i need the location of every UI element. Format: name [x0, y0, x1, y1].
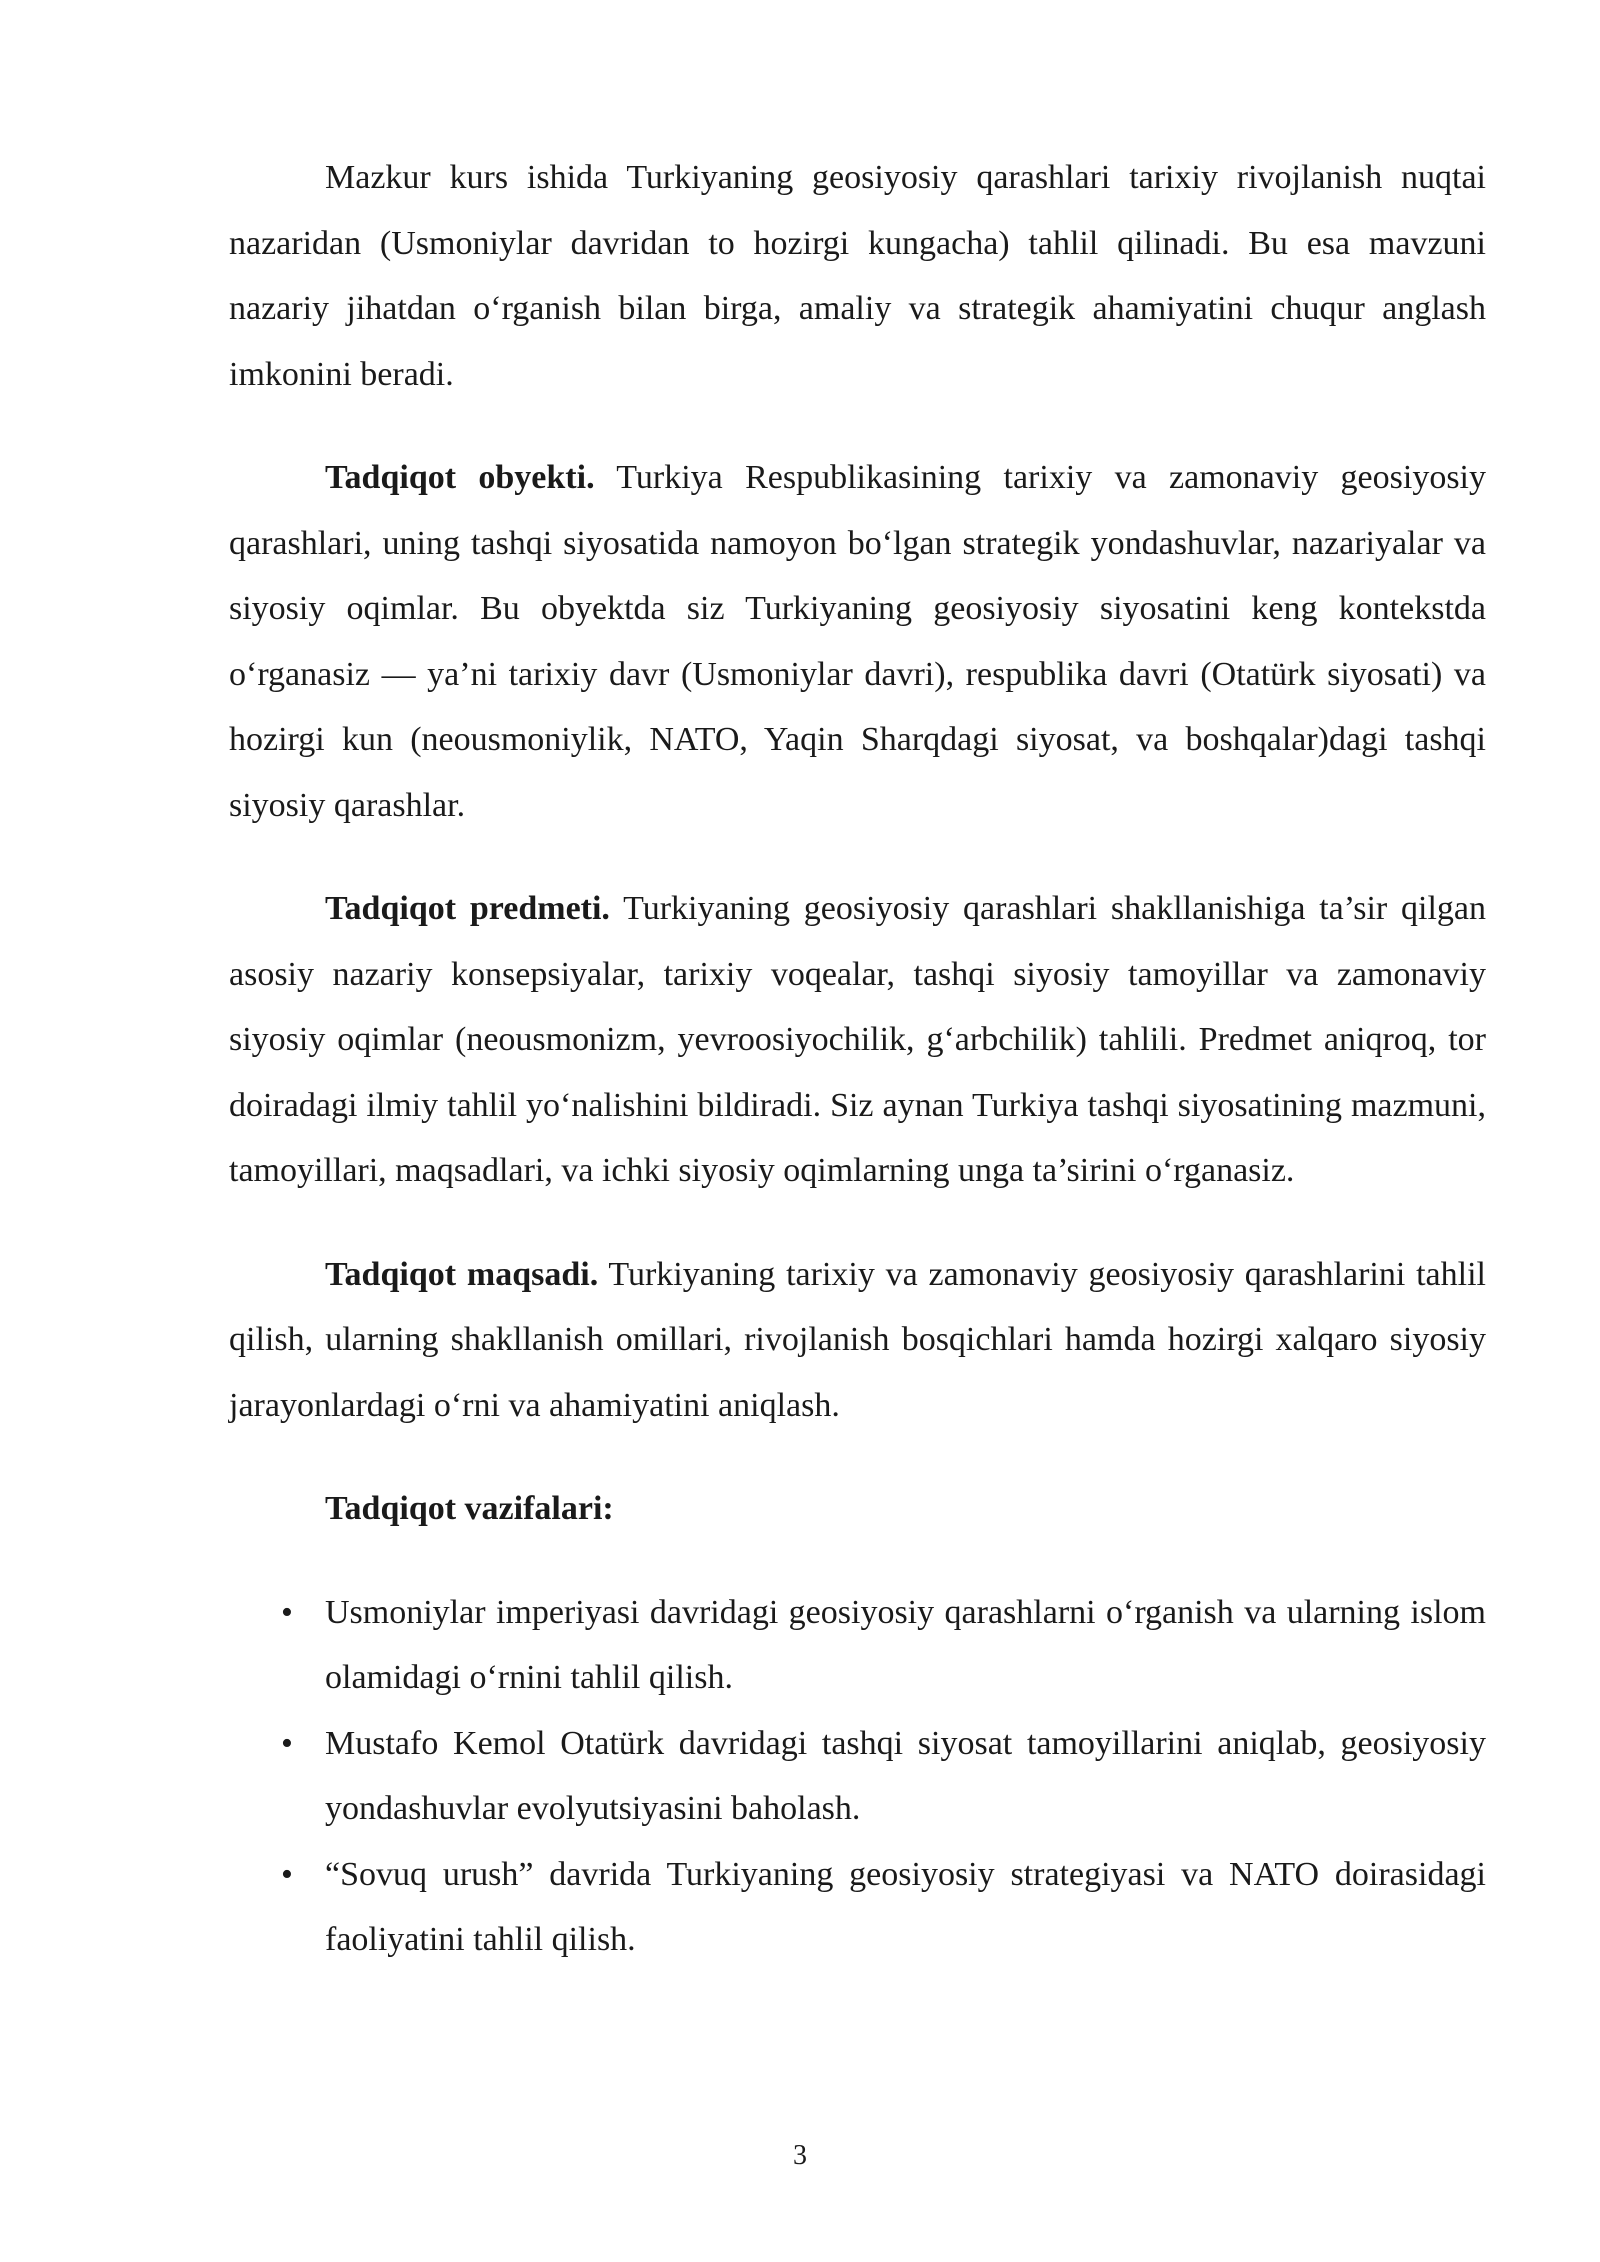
research-subject-paragraph [229, 876, 1486, 1204]
research-object-title: Tadqiqot obyekti. [325, 459, 595, 496]
bullet-icon: • [281, 1724, 293, 1762]
page-number: 3 [793, 2140, 807, 2171]
list-item-text: Mustafo Kemol Otatürk davridagi tashqi siyosat tamoyillarini aniqlab, geosiyosiy yondashuvlar evolyutsiyasini baholash. [325, 1724, 1486, 1827]
research-goal-title: Tadqiqot maqsadi. [325, 1255, 599, 1293]
list-item-text: Usmoniylar imperiyasi davridagi geosiyosiy qarashlarni o‘rganish va ularning islom olamidagi o‘rnini tahlil qilish. [325, 1593, 1486, 1696]
research-subject-title: Tadqiqot predmeti. [325, 890, 610, 927]
intro-text: Mazkur kurs ishida Turkiyaning geosiyosiy qarashlari tarixiy rivojlanish nuqtai nazaridan (Usmoniylar davridan to hozirgi kungacha) tahlil qilinadi. Bu esa mavzuni nazariy jihatdan o‘rganish bilan birga, amaliy va strategik ahamiyatini chuqur anglash imkonini beradi. [229, 159, 1486, 393]
list-item [229, 1580, 1486, 1711]
research-object-text: Turkiya Respublikasining tarixiy va zamonaviy geosiyosiy qarashlari, uning tashqi siyosatida namoyon bo‘lgan strategik yondashuvlar, nazariyalar va siyosiy oqimlar. Bu obyektda siz Turkiyaning geosiyosiy siyosatini keng kontekstda o‘rganasiz — ya’ni tarixiy davr (Usmoniylar davri), respublika davri (Otatürk siyosati) va hozirgi kun (neousmoniylik, NATO, Yaqin Sharqdagi siyosat, va boshqalar)dagi tashqi siyosiy qarashlar. [229, 459, 1486, 824]
page-content [229, 145, 1486, 1973]
research-subject-text: Turkiyaning geosiyosiy qarashlari shakllanishiga ta’sir qilgan asosiy nazariy konsepsiyalar, tarixiy voqealar, tashqi siyosiy tamoyillar va zamonaviy siyosiy oqimlar (neousmonizm, yevroosiyochilik, g‘arbchilik) tahlili. Predmet aniqroq, tor doiradagi ilmiy tahlil yo‘nalishini bildiradi. Siz aynan Turkiya tashqi siyosatining mazmuni, tamoyillari, maqsadlari, va ichki siyosiy oqimlarning unga ta’sirini o‘rganasiz. [229, 890, 1486, 1189]
research-tasks-list [229, 1580, 1486, 1973]
bullet-icon: • [281, 1593, 293, 1631]
list-item-text: “Sovuq urush” davrida Turkiyaning geosiyosiy strategiyasi va NATO doirasidagi faoliyatini tahlil qilish. [325, 1855, 1486, 1958]
research-goal-paragraph [229, 1242, 1486, 1439]
intro-paragraph [229, 145, 1486, 407]
bullet-icon: • [281, 1855, 293, 1893]
list-item [229, 1842, 1486, 1973]
research-tasks-heading: Tadqiqot vazifalari: [325, 1490, 614, 1527]
research-object-paragraph [229, 445, 1486, 838]
list-item [229, 1711, 1486, 1842]
research-goal-text: Turkiyaning tarixiy va zamonaviy geosiyosiy qarashlarini tahlil qilish, ularning shakllanish omillari, rivojlanish bosqichlari hamda hozirgi xalqaro siyosiy jarayonlardagi o‘rni va ahamiyatini aniqlash. [229, 1255, 1486, 1424]
